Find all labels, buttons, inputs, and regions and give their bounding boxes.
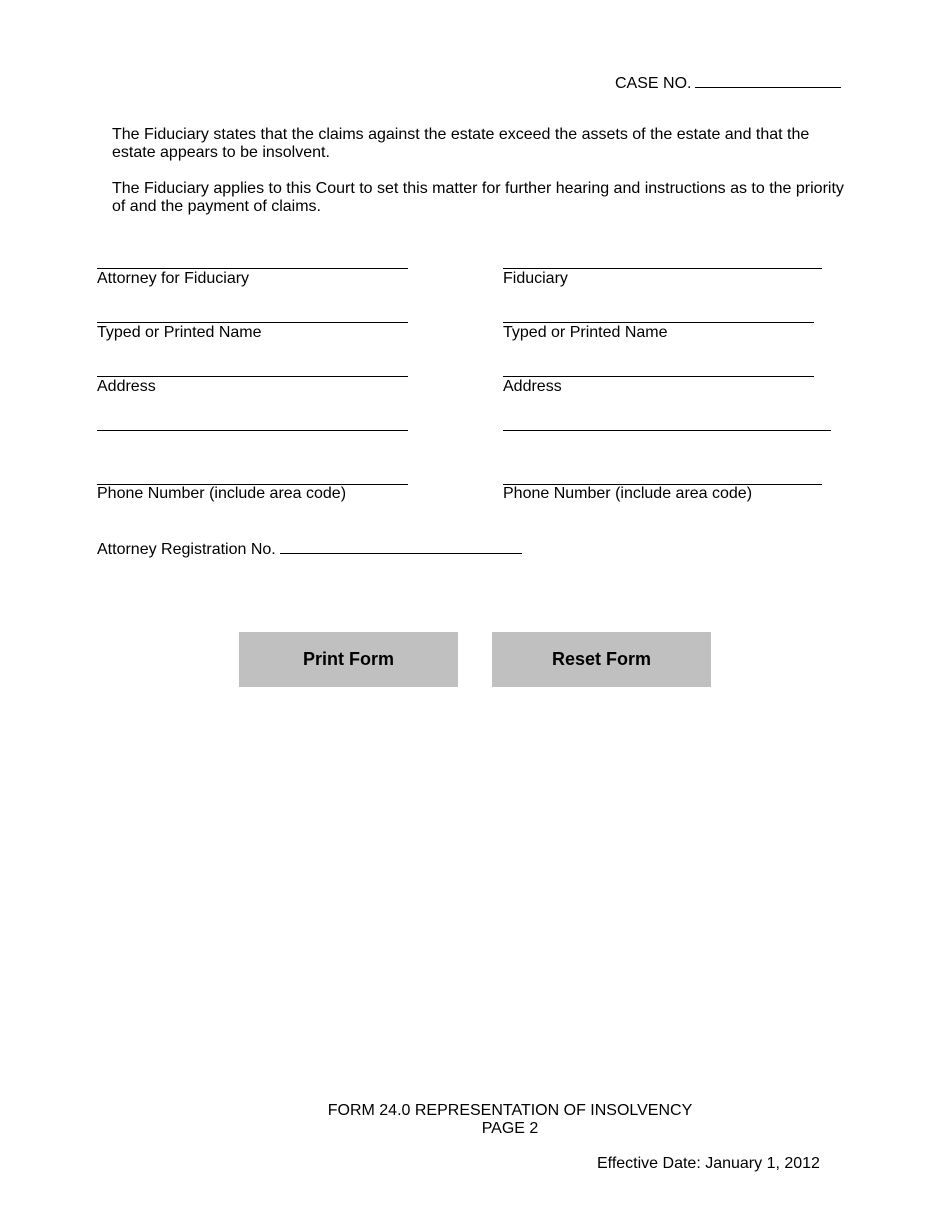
fiduciary-signature-line[interactable] <box>503 268 822 269</box>
form-title: FORM 24.0 REPRESENTATION OF INSOLVENCY <box>327 1102 693 1119</box>
case-number-label: CASE NO. <box>615 75 692 92</box>
print-form-button[interactable]: Print Form <box>239 632 458 687</box>
attorney-registration-row <box>97 538 522 559</box>
attorney-registration-field[interactable] <box>280 538 522 554</box>
fiduciary-signature-label: Fiduciary <box>503 270 568 287</box>
fiduciary-phone-label: Phone Number (include area code) <box>503 485 753 502</box>
case-number-field[interactable] <box>695 72 841 88</box>
page-number: PAGE 2 <box>481 1120 539 1137</box>
insolvency-statement: The Fiduciary states that the claims against the estate exceed the assets of the estate and that the estate appears to be insolvent. <box>112 126 810 161</box>
attorney-name-label: Typed or Printed Name <box>97 324 262 341</box>
reset-form-button[interactable]: Reset Form <box>492 632 711 687</box>
form-footer <box>300 1102 720 1138</box>
fiduciary-name-label: Typed or Printed Name <box>503 324 668 341</box>
attorney-address-line-2[interactable] <box>97 430 408 431</box>
attorney-registration-label: Attorney Registration No. <box>97 541 276 558</box>
fiduciary-address-label: Address <box>503 378 562 395</box>
fiduciary-address-line-2[interactable] <box>503 430 831 431</box>
attorney-address-line[interactable] <box>97 376 408 377</box>
fiduciary-address-line[interactable] <box>503 376 814 377</box>
effective-date: Effective Date: January 1, 2012 <box>597 1155 820 1172</box>
fiduciary-name-line[interactable] <box>503 322 814 323</box>
attorney-name-line[interactable] <box>97 322 408 323</box>
court-application-statement: The Fiduciary applies to this Court to set this matter for further hearing and instructions as to the priority of and the payment of claims. <box>112 180 844 215</box>
attorney-phone-label: Phone Number (include area code) <box>97 485 347 502</box>
attorney-signature-label: Attorney for Fiduciary <box>97 270 250 287</box>
attorney-signature-line[interactable] <box>97 268 408 269</box>
attorney-address-label: Address <box>97 378 156 395</box>
case-number-row <box>615 72 841 93</box>
